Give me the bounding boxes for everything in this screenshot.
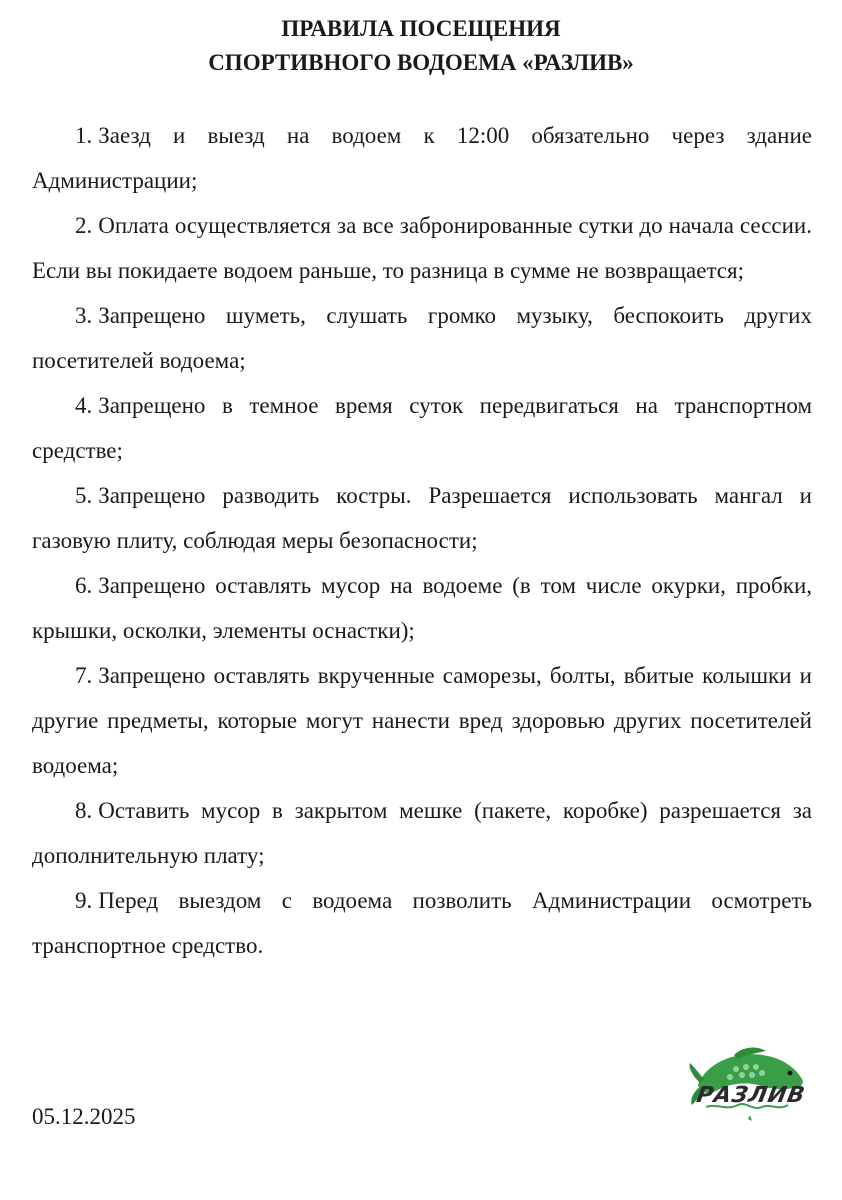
rules-list [32, 113, 812, 968]
rule-text: Заезд и выезд на водоем к 12:00 обязательно через здание Администрации; [32, 123, 812, 193]
title-line-1: ПРАВИЛА ПОСЕЩЕНИЯ [281, 16, 561, 41]
rule-text: Запрещено оставлять мусор на водоеме (в том числе окурки, пробки, крышки, осколки, элементы оснастки); [32, 573, 812, 643]
razliv-logo [686, 1045, 816, 1125]
rule-number: 6. [75, 573, 93, 598]
rule-text: Запрещено в темное время суток передвигаться на транспортном средстве; [32, 393, 812, 463]
rule-item-7 [32, 653, 812, 788]
rule-text: Запрещено разводить костры. Разрешается использовать мангал и газовую плиту, соблюдая меры безопасности; [32, 483, 812, 553]
rule-number: 8. [75, 798, 93, 823]
rule-number: 2. [75, 213, 93, 238]
rule-number: 1. [75, 123, 93, 148]
rule-number: 3. [75, 303, 93, 328]
rule-item-3 [32, 293, 812, 383]
title-line-2: СПОРТИВНОГО ВОДОЕМА «РАЗЛИВ» [208, 50, 634, 75]
rule-text: Запрещено шуметь, слушать громко музыку, беспокоить других посетителей водоема; [32, 303, 812, 373]
rule-text: Оставить мусор в закрытом мешке (пакете, коробке) разрешается за дополнительную плату; [32, 798, 812, 868]
logo-text: РАЗЛИВ [694, 1083, 808, 1108]
rule-number: 4. [75, 393, 93, 418]
rule-number: 9. [75, 888, 93, 913]
rule-number: 7. [75, 663, 93, 688]
document-date: 05.12.2025 [32, 1104, 136, 1129]
rule-text: Перед выездом с водоема позволить Администрации осмотреть транспортное средство. [32, 888, 812, 958]
rule-item-1 [32, 113, 812, 203]
rule-item-8 [32, 788, 812, 878]
rule-number: 5. [75, 483, 93, 508]
rule-item-6 [32, 563, 812, 653]
rule-item-4 [32, 383, 812, 473]
rule-item-9 [32, 878, 812, 968]
rule-item-5 [32, 473, 812, 563]
document-title [0, 12, 842, 80]
rule-item-2 [32, 203, 812, 293]
rule-text: Оплата осуществляется за все забронированные сутки до начала сессии. Если вы покидаете водоем раньше, то разница в сумме не возвращается; [32, 213, 812, 283]
rule-text: Запрещено оставлять вкрученные саморезы, болты, вбитые колышки и другие предметы, которые могут нанести вред здоровью других посетителей водоема; [32, 663, 812, 778]
